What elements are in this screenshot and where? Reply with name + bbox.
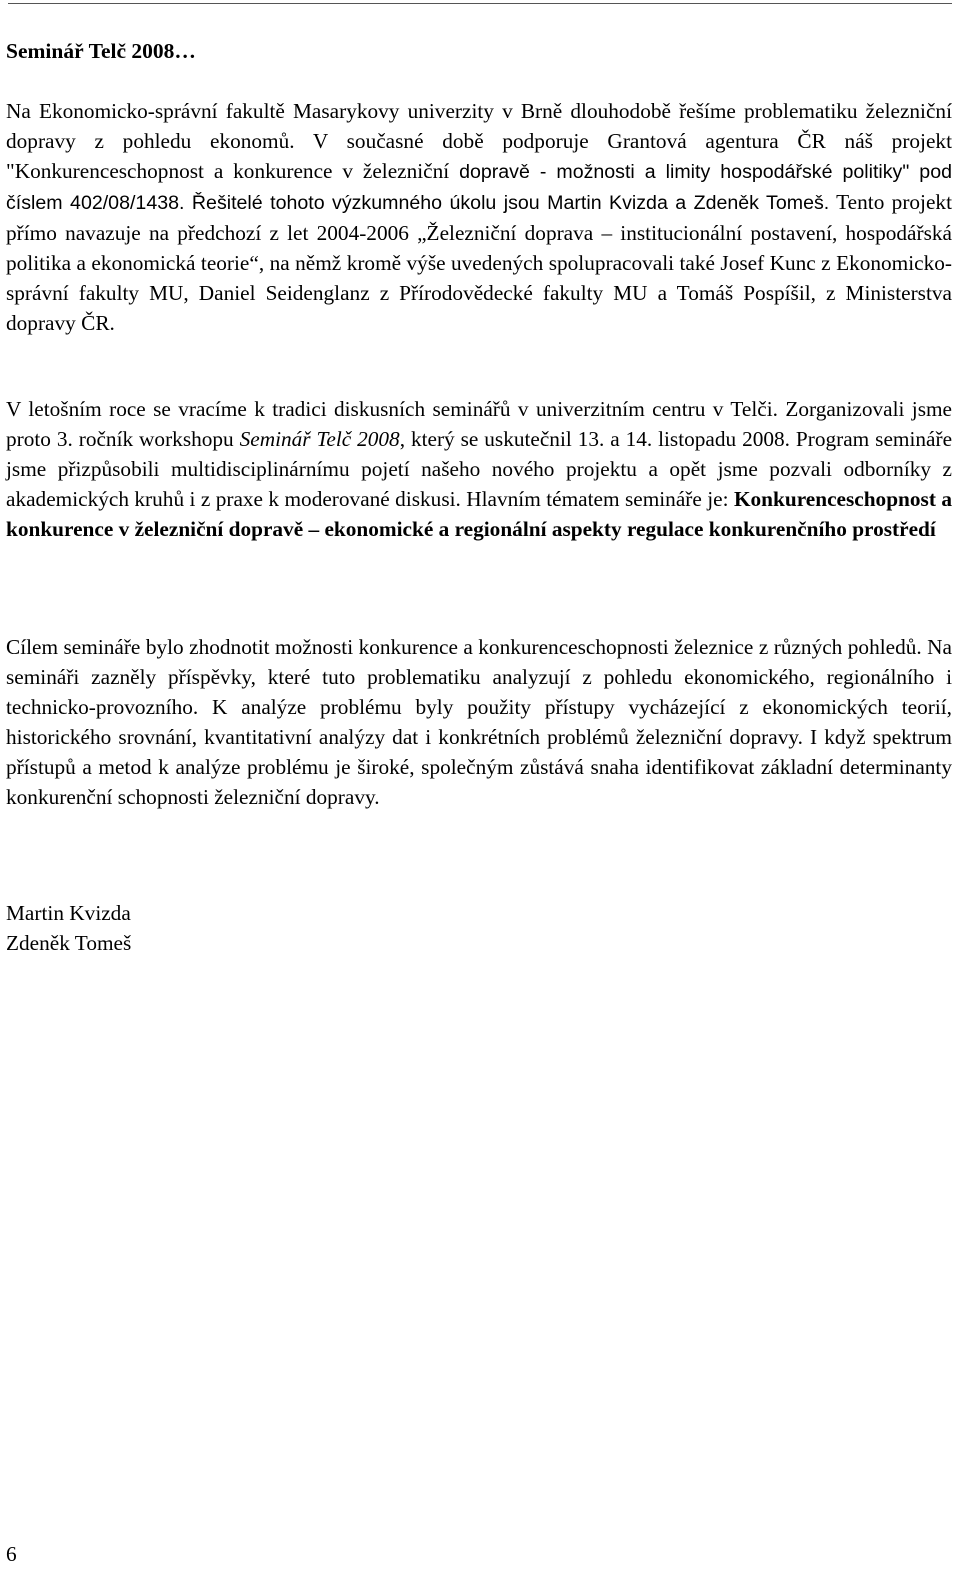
paragraph-seminar-part-a: V letošním roce se vracíme k tradici diskusních seminářů v univerzitním centru v Telči. Zorganizovali jsme proto 3. ročník workshopu	[6, 397, 952, 451]
paragraph-goal: Cílem semináře bylo zhodnotit možnosti konkurence a konkurenceschopnosti železnice z různých pohledů. Na semináři zazněly příspěvky, které tuto problematiku analyzují z pohledu ekonomického, regionálního i technicko-provozního. K analýze problému byly použity přístupy vycházející z ekonomických teorií, historického srovnání, kvantitativní analýzy dat i konkrétních problémů železniční dopravy. I když spektrum přístupů a metod k analýze problému je široké, společným zůstává snaha identifikovat základní determinanty konkurenční schopnosti železniční dopravy.	[6, 635, 952, 809]
top-rule	[8, 3, 952, 4]
paragraph-seminar	[6, 394, 952, 544]
signature-name: Zdeněk Tomeš	[6, 931, 132, 955]
signature-block	[6, 898, 131, 958]
paragraph-intro-part-c: Tento projekt přímo navazuje na předchozí z let 2004-2006 „Železniční doprava – institucionální postavení, hospodářská politika a ekonomická teorie“, na němž kromě výše uvedených spolupracovali také Josef Kunc z Ekonomicko-správní fakulty MU, Daniel Seidenglanz z Přírodovědecké fakulty MU a Tomáš Pospíšil, z Ministerstva dopravy ČR.	[6, 190, 952, 335]
paragraph-intro-part-a: Na Ekonomicko-správní fakultě Masarykovy univerzity v Brně dlouhodobě řešíme problematiku železniční dopravy z pohledu ekonomů. V současné době podporuje Grantová agentura ČR náš projekt "Konkurenceschopnost a konkurence v železniční	[6, 99, 952, 183]
main-topic-bold: Konkurenceschopnost a konkurence v železniční dopravě – ekonomické a regionální aspekty regulace konkurenčního prostředí	[6, 487, 952, 541]
seminar-name-italic: Seminář Telč 2008	[239, 427, 400, 451]
paragraph-intro	[6, 96, 952, 338]
paragraph-intro-part-b: dopravě - možnosti a limity hospodářské politiky" pod číslem 402/08/1438. Řešitelé tohoto výzkumného úkolu jsou Martin Kvizda a Zdeněk Tomeš.	[6, 161, 952, 214]
paragraph-seminar-part-b: , který se uskutečnil 13. a 14. listopadu 2008. Program semináře jsme přizpůsobili multidisciplinárnímu pojetí našeho nového projektu a opět jsme pozvali odborníky z akademických kruhů i z praxe k moderované diskusi. Hlavním tématem semináře je:	[6, 427, 953, 511]
document-title: Seminář Telč 2008…	[6, 39, 196, 63]
page-number: 6	[6, 1542, 17, 1566]
signature-name: Martin Kvizda	[6, 901, 131, 925]
